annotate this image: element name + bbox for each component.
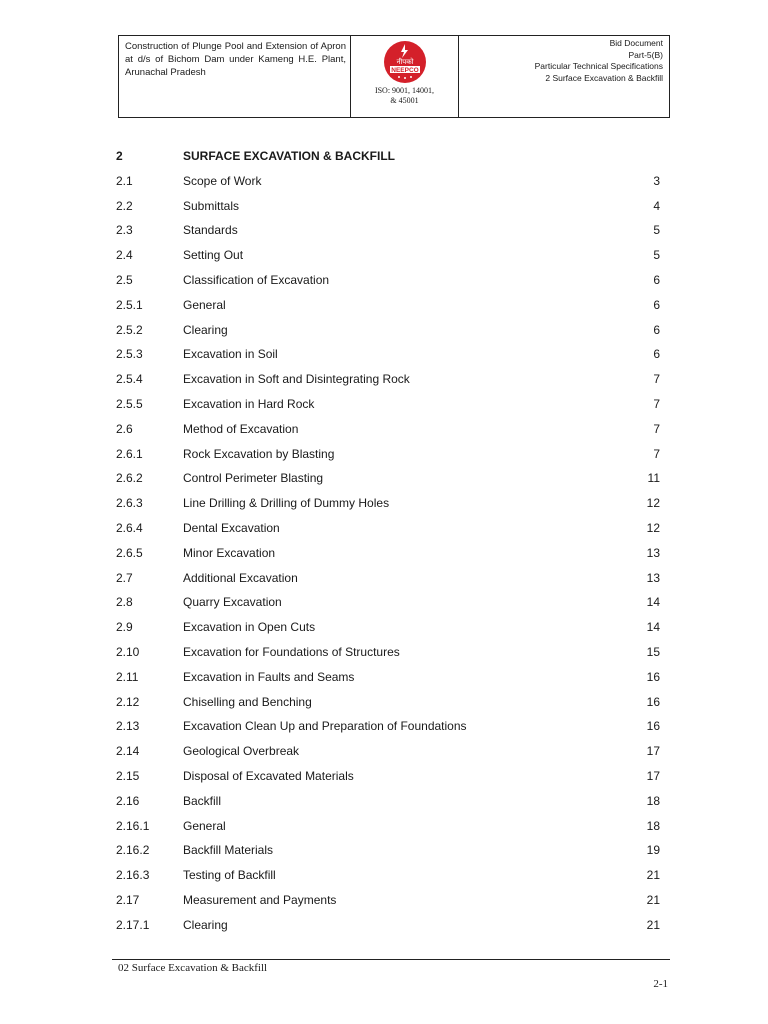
toc-entry-title: Classification of Excavation — [183, 272, 330, 287]
toc-entry-number: 2.16.2 — [116, 843, 150, 858]
project-title: Construction of Plunge Pool and Extension of Apron at d/s of Bichom Dam under Kameng H.E. Plant, Arunachal Pradesh — [119, 36, 351, 117]
toc-entry-page: 18 — [646, 818, 660, 833]
toc-entry-title: Rock Excavation by Blasting — [183, 446, 335, 461]
toc-entry-title: Excavation in Open Cuts — [183, 620, 316, 635]
toc-entry[interactable] — [116, 840, 668, 865]
toc-entry-title: Additional Excavation — [183, 570, 298, 585]
toc-entry-number: 2.5.1 — [116, 297, 143, 312]
toc-entry-page: 17 — [646, 744, 660, 759]
toc-entry[interactable] — [116, 444, 668, 469]
toc-entry-number: 2.6.2 — [116, 471, 143, 486]
toc-entry[interactable] — [116, 592, 668, 617]
toc-entry-page: 4 — [653, 198, 660, 213]
toc-entry-page: 14 — [646, 620, 660, 635]
toc-entry[interactable] — [116, 617, 668, 642]
toc-entry-page: 7 — [653, 421, 660, 436]
toc-entry-number: 2.13 — [116, 719, 140, 734]
toc-entry-page: 6 — [653, 347, 660, 362]
toc-entry-number: 2.9 — [116, 620, 133, 635]
toc-entry-page: 21 — [646, 868, 660, 883]
toc-entry[interactable] — [116, 320, 668, 345]
toc-entry[interactable] — [116, 295, 668, 320]
toc-entry[interactable] — [116, 369, 668, 394]
toc-entry-page: 16 — [646, 719, 660, 734]
toc-entry-page: 15 — [646, 644, 660, 659]
toc-entry-page: 18 — [646, 793, 660, 808]
toc-entry-page: 7 — [653, 372, 660, 387]
toc-entry-page: 13 — [646, 570, 660, 585]
toc-entry[interactable] — [116, 220, 668, 245]
toc-entry-title: Geological Overbreak — [183, 744, 300, 759]
toc-entry[interactable] — [116, 270, 668, 295]
toc-entry-title: Clearing — [183, 322, 228, 337]
toc-entry-number: 2.6.5 — [116, 545, 143, 560]
toc-entry-page: 7 — [653, 396, 660, 411]
neepco-logo-icon — [383, 40, 427, 84]
toc-entry[interactable] — [116, 171, 668, 196]
toc-entry-title: Submittals — [183, 198, 240, 213]
logo-cell — [351, 36, 459, 117]
toc-entry-title: Dental Excavation — [183, 520, 280, 535]
toc-entry-number: 2.5.4 — [116, 372, 143, 387]
toc-entry[interactable] — [116, 245, 668, 270]
toc-entry[interactable] — [116, 642, 668, 667]
toc-entry[interactable] — [116, 915, 668, 940]
toc-entry-number: 2.4 — [116, 248, 133, 263]
toc-entry-number: 2.15 — [116, 768, 140, 783]
toc-entry-page: 19 — [646, 843, 660, 858]
toc-entry[interactable] — [116, 692, 668, 717]
toc-entry-page: 12 — [646, 520, 660, 535]
toc-heading — [116, 146, 668, 171]
toc-entry-title: Measurement and Payments — [183, 892, 337, 907]
toc-entry-title: Control Perimeter Blasting — [183, 471, 324, 486]
toc-entry-title: General — [183, 818, 226, 833]
toc-entry[interactable] — [116, 716, 668, 741]
toc-entry-page: 6 — [653, 322, 660, 337]
toc-entry[interactable] — [116, 196, 668, 221]
toc-entry-title: Method of Excavation — [183, 421, 299, 436]
toc-entry-page: 21 — [646, 892, 660, 907]
toc-entry-number: 2.16.1 — [116, 818, 150, 833]
svg-text:नीपको: नीपको — [396, 58, 413, 66]
toc-entry-number: 2.14 — [116, 744, 140, 759]
toc-entry-title: Clearing — [183, 917, 228, 932]
document-header — [118, 35, 670, 118]
toc-entry-number: 2.6.1 — [116, 446, 143, 461]
toc-entry-title: Excavation Clean Up and Preparation of Foundations — [183, 719, 467, 734]
toc-entry-title: Testing of Backfill — [183, 868, 276, 883]
toc-entry[interactable] — [116, 543, 668, 568]
toc-entry[interactable] — [116, 468, 668, 493]
footer-label: 02 Surface Excavation & Backfill — [118, 962, 268, 974]
toc-entry-page: 14 — [646, 595, 660, 610]
toc-entry[interactable] — [116, 518, 668, 543]
toc-entry-title: Excavation for Foundations of Structures — [183, 644, 400, 659]
toc-entry-title: Standards — [183, 223, 238, 238]
toc-entry[interactable] — [116, 816, 668, 841]
toc-entry[interactable] — [116, 890, 668, 915]
toc-entry-number: 2.6 — [116, 421, 133, 436]
toc-entry[interactable] — [116, 344, 668, 369]
toc-entry-title: Excavation in Soil — [183, 347, 278, 362]
toc-entry-number: 2.5.2 — [116, 322, 143, 337]
toc-entry[interactable] — [116, 667, 668, 692]
toc-entry-page: 13 — [646, 545, 660, 560]
toc-entry-number: 2.17.1 — [116, 917, 150, 932]
toc-entry-title: Setting Out — [183, 248, 244, 263]
toc-entry-number: 2.5.5 — [116, 396, 143, 411]
toc-entry-page: 17 — [646, 768, 660, 783]
toc-entry-number: 2.17 — [116, 892, 140, 907]
document-info: Bid Document Part-5(B) Particular Technical Specifications 2 Surface Excavation & Backfill — [534, 38, 663, 83]
toc-entry-number: 2.7 — [116, 570, 133, 585]
toc-entry-number: 2.2 — [116, 198, 133, 213]
section-number: 2 — [116, 149, 123, 163]
footer-rule — [112, 959, 670, 960]
toc-entry[interactable] — [116, 493, 668, 518]
toc-entry[interactable] — [116, 568, 668, 593]
toc-entry-number: 2.12 — [116, 694, 140, 709]
toc-entry-title: Minor Excavation — [183, 545, 276, 560]
toc-entry-number: 2.6.4 — [116, 520, 143, 535]
toc-entry-number: 2.1 — [116, 173, 133, 188]
toc-entry-title: Backfill — [183, 793, 222, 808]
toc-entry-title: Line Drilling & Drilling of Dummy Holes — [183, 496, 390, 511]
toc-entry[interactable] — [116, 791, 668, 816]
toc-entry-number: 2.5 — [116, 272, 133, 287]
toc-entry-page: 16 — [646, 669, 660, 684]
toc-entry[interactable] — [116, 394, 668, 419]
page-number: 2-1 — [653, 978, 668, 990]
toc-entry-number: 2.5.3 — [116, 347, 143, 362]
toc-entry-number: 2.6.3 — [116, 496, 143, 511]
toc-entry-page: 12 — [646, 496, 660, 511]
toc-entry-page: 6 — [653, 297, 660, 312]
toc-entry-title: Chiselling and Benching — [183, 694, 312, 709]
section-title: SURFACE EXCAVATION & BACKFILL — [183, 149, 395, 163]
toc-entry[interactable] — [116, 741, 668, 766]
toc-entry-title: Excavation in Soft and Disintegrating Rock — [183, 372, 410, 387]
svg-text:NEEPCO: NEEPCO — [390, 67, 419, 74]
toc-entry[interactable] — [116, 766, 668, 791]
toc-entry-number: 2.8 — [116, 595, 133, 610]
toc-entry-page: 6 — [653, 272, 660, 287]
table-of-contents — [116, 146, 668, 940]
toc-entry-title: Excavation in Hard Rock — [183, 396, 315, 411]
toc-entry-title: Scope of Work — [183, 173, 262, 188]
toc-entry-page: 11 — [647, 471, 660, 486]
toc-entry-number: 2.16.3 — [116, 868, 150, 883]
toc-entry-title: Excavation in Faults and Seams — [183, 669, 355, 684]
toc-entry-page: 5 — [653, 248, 660, 263]
iso-certification: ISO: 9001, 14001, & 45001 — [374, 86, 435, 105]
toc-entry-number: 2.10 — [116, 644, 140, 659]
toc-entry-number: 2.11 — [116, 669, 139, 684]
toc-entry-title: General — [183, 297, 226, 312]
toc-entry-title: Quarry Excavation — [183, 595, 282, 610]
toc-entry-title: Backfill Materials — [183, 843, 274, 858]
toc-entry-title: Disposal of Excavated Materials — [183, 768, 354, 783]
toc-entry-page: 7 — [653, 446, 660, 461]
toc-entry-number: 2.16 — [116, 793, 140, 808]
toc-entry-page: 16 — [646, 694, 660, 709]
toc-entry-page: 3 — [653, 173, 660, 188]
toc-entry[interactable] — [116, 865, 668, 890]
toc-entry[interactable] — [116, 419, 668, 444]
toc-entry-page: 21 — [646, 917, 660, 932]
toc-entry-page: 5 — [653, 223, 660, 238]
toc-entry-number: 2.3 — [116, 223, 133, 238]
